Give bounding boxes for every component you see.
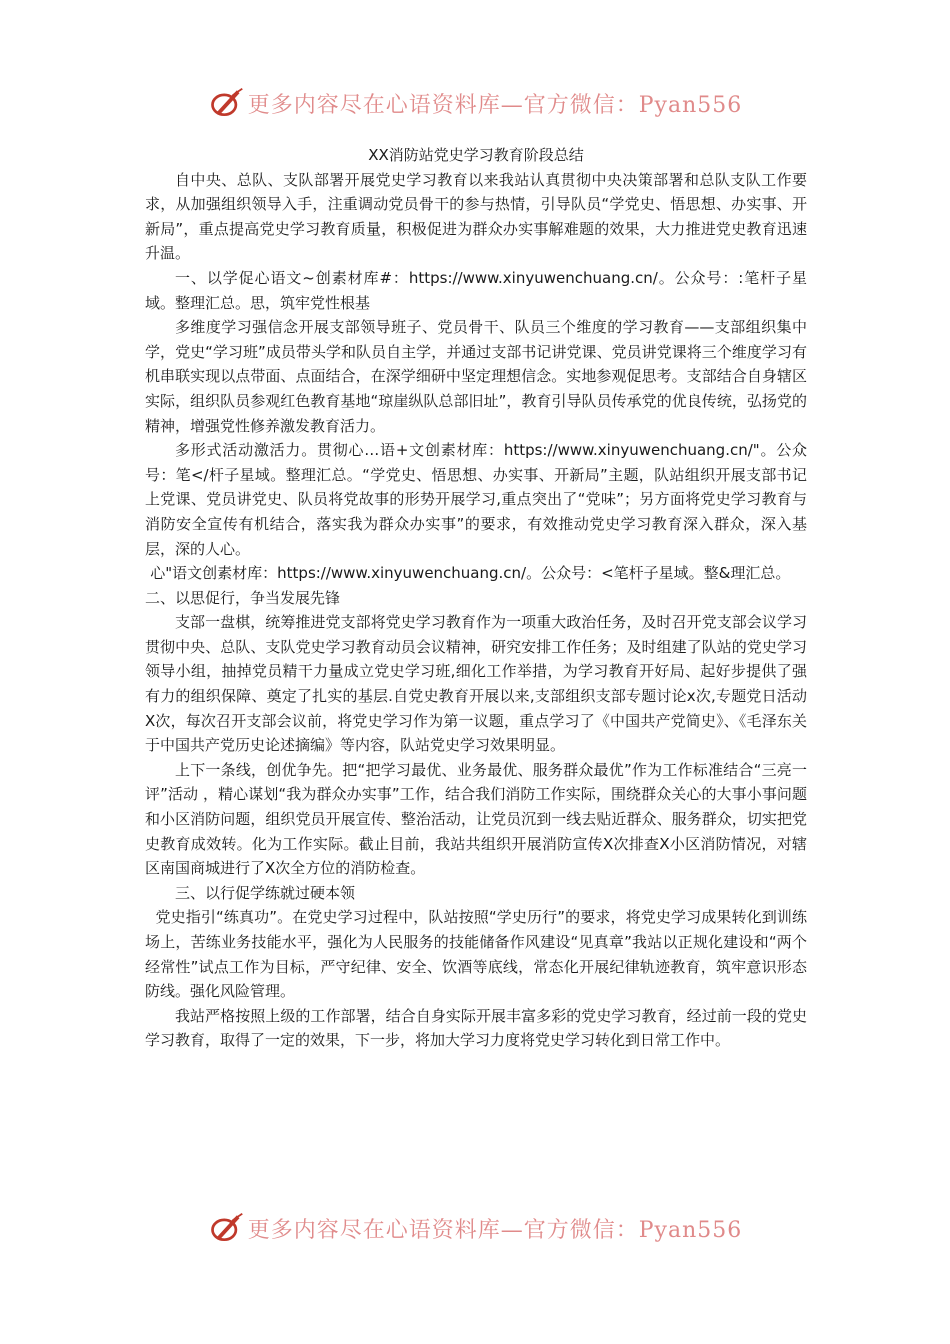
- paragraph-training: 党史指引“练真功”。在党史学习过程中，队站按照“学史历行”的要求，将党史学习成果转化到训练场上，苦练业务技能水平，强化为人民服务的技能储备作风建设“见真章”我站以正规化建设和“两个经常性”试点工作为目标，严守纪律、安全、饮酒等底线，常态化开展纪律轨迹教育，筑牢意识形态防线。强化风险管理。: [145, 908, 807, 1001]
- paragraph-multi-dimension-study: 多维度学习强信念开展支部领导班子、党员骨干、队员三个维度的学习教育——支部组织集中学，党史“学习班”成员带头学和队员自主学，并通过支部书记讲党课、党员讲党课将三个维度学习有机串联实现以点带面、点面结合，在深学细研中坚定理想信念。实地参观促思考。支部结合自身辖区实际，组织队员参观红色教育基地“琼崖纵队总部旧址”，教育引导队员传承党的优良传统，弘扬党的精神，增强党性修养激发教育活力。: [145, 318, 807, 435]
- section-heading-1: 一、以学促心语文~创素材库#：https://www.xinyuwenchuang.cn/。公众号：:笔杆子星域。整理汇总。思，筑牢党性根基: [145, 268, 807, 312]
- footer-banner: [0, 1203, 950, 1253]
- paragraph-excellence: 上下一条线，创优争先。把“把学习最优、业务最优、服务群众最优”作为工作标准结合“三亮一评”活动 ，精心谋划“我为群众办实事”工作，结合我们消防工作实际，围绕群众关心的大事小事问题和小区消防问题，组织党员开展宣传、整治活动，让党员沉到一线去贴近群众、服务群众，切实把党史教育成效转。化为工作实际。截止目前，我站共组织开展消防宣传X次排查X小区消防情况，对辖区南国商城进行了X次全方位的消防检查。: [145, 760, 807, 878]
- paragraph-branch-coordination: 支部一盘棋，统筹推进党支部将党史学习教育作为一项重大政治任务，及时召开党支部会议学习贯彻中央、总队、支队党史学习教育动员会议精神，研究安排工作任务；及时组建了队站的党史学习领导小组，抽掉党员精干力量成立党史学习班,细化工作举措，为学习教育开好局、起好步提供了强有力的组织保障、奠定了扎实的基层.自党史教育开展以来,支部组织支部专题讨论x次,专题党日活动X次，每次召开支部会议前，将党史学习作为第一议题，重点学习了《中国共产党简史》、《毛泽东关于中国共产党历史论述摘编》等内容，队站党史学习效果明显。: [145, 613, 807, 755]
- banner-text: 更多内容尽在心语资料库—官方微信：Pyan556: [247, 1217, 743, 1243]
- paragraph-multi-form-activities: 多形式活动激活力。贯彻心…语+文创素材库：https://www.xinyuwenchuang.cn/"。公众号：笔</杆子星域。整理汇总。“学党史、悟思想、办实事、开新局”主题，队站组织开展支部书记上党课、党员讲党史、队员将党故事的形势开展学习,重点突出了“党味”；另方面将党史学习教育与消防安全宣传有机结合，落实我为群众办实事”的要求，有效推动党史学习教育深入群众，深入基层，深的人心。: [145, 441, 807, 558]
- quill-pen-logo-icon: [208, 1210, 244, 1246]
- document-title: XX消防站党史学习教育阶段总结: [368, 146, 584, 164]
- paragraph-intro: 自中央、总队、支队部署开展党史学习教育以来我站认真贯彻中央决策部署和总队支队工作要求，从加强组织领导入手，注重调动党员骨干的参与热情，引导队员“学党史、悟思想、办实事、开新局”，重点提高党史学习教育质量，积极促进为群众办实事解难题的效果，大力推进党史教育迅速升温。: [145, 170, 807, 263]
- section-heading-3: 三、以行促学练就过硬本领: [175, 883, 356, 902]
- quill-pen-logo-icon: [208, 85, 244, 121]
- paragraph-source-note: 心"语文创素材库：https://www.xinyuwenchuang.cn/。公众号：<笔杆子星域。整&理汇总。: [150, 564, 791, 583]
- header-banner: [0, 78, 950, 128]
- banner-text: 更多内容尽在心语资料库—官方微信：Pyan556: [247, 92, 743, 118]
- paragraph-conclusion: 我站严格按照上级的工作部署，结合自身实际开展丰富多彩的党史学习教育，经过前一段的党史学习教育，取得了一定的效果，下一步，将加大学习力度将党史学习转化到日常工作中。: [145, 1006, 807, 1050]
- document-body: [145, 143, 807, 1053]
- section-heading-2: 二、以思促行，争当发展先锋: [145, 588, 341, 607]
